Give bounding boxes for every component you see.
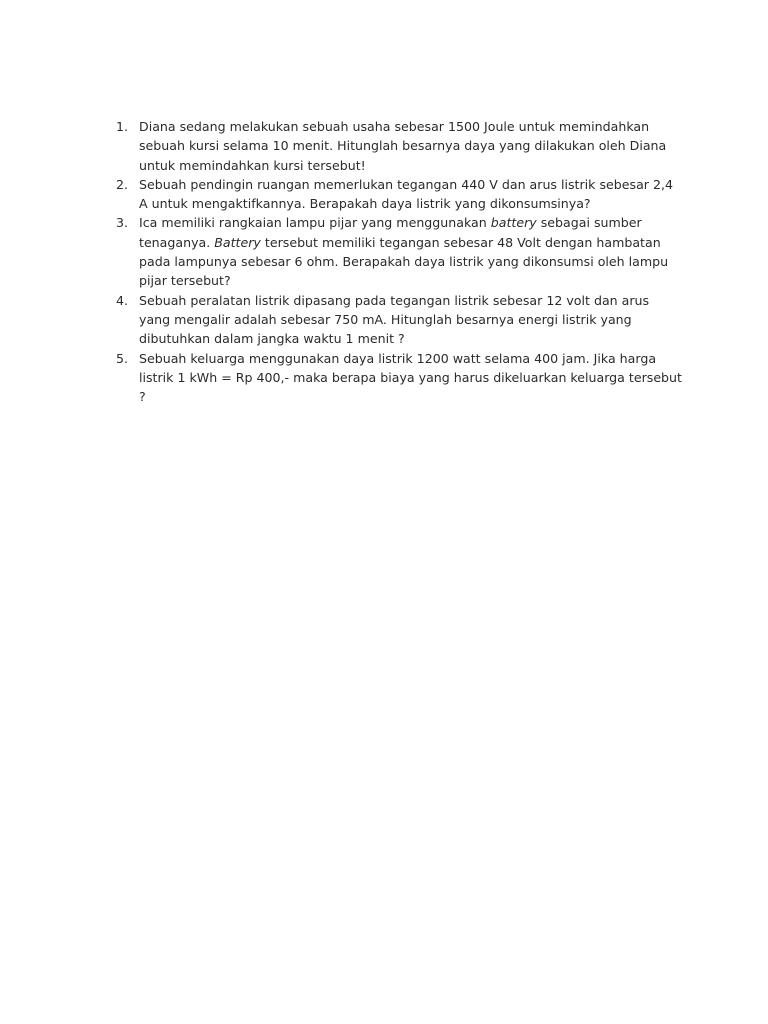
question-item [112, 175, 682, 214]
question-number: 5. [116, 350, 129, 366]
question-text-segment: Diana sedang melakukan sebuah usaha sebesar 1500 Joule untuk memindahkan sebuah kursi selama 10 menit. Hitunglah besarnya daya yang dilakukan oleh Diana untuk memindahkan kursi tersebut! [139, 119, 667, 173]
question-list [112, 117, 682, 406]
question-text-italic-segment: Battery [214, 234, 261, 250]
question-number: 2. [116, 176, 129, 192]
question-item [112, 291, 682, 349]
question-text-segment: Sebuah keluarga menggunakan daya listrik 1200 watt selama 400 jam. Jika harga listrik 1 kWh = Rp 400,- maka berapa biaya yang harus dikeluarkan keluarga tersebut ? [139, 350, 682, 405]
question-item [112, 213, 682, 290]
question-text [139, 349, 682, 407]
question-text [139, 175, 682, 214]
question-text-segment: sebagai sumber tenaganya. [139, 215, 642, 250]
question-number: 4. [116, 292, 129, 308]
question-text-segment: Ica memiliki rangkaian lampu pijar yang menggunakan [139, 215, 491, 231]
question-text-italic-segment: battery [490, 215, 537, 231]
question-text [139, 213, 682, 290]
question-item [112, 117, 682, 175]
question-text-segment: tersebut memiliki tegangan sebesar 48 Volt dengan hambatan pada lampunya sebesar 6 ohm. Berapakah daya listrik yang dikonsumsi oleh lampu pijar tersebut? [139, 234, 669, 289]
question-item [112, 349, 682, 407]
question-number: 3. [116, 215, 129, 231]
question-number: 1. [116, 119, 129, 134]
question-text-segment: Sebuah pendingin ruangan memerlukan tegangan 440 V dan arus listrik sebesar 2,4 A untuk mengaktifkannya. Berapakah daya listrik yang dikonsumsinya? [139, 176, 673, 212]
question-text [139, 117, 682, 175]
question-text-segment: Sebuah peralatan listrik dipasang pada tegangan listrik sebesar 12 volt dan arus yang mengalir adalah sebesar 750 mA. Hitunglah besarnya energi listrik yang dibutuhkan dalam jangka waktu 1 menit ? [139, 292, 650, 347]
question-text [139, 291, 682, 349]
